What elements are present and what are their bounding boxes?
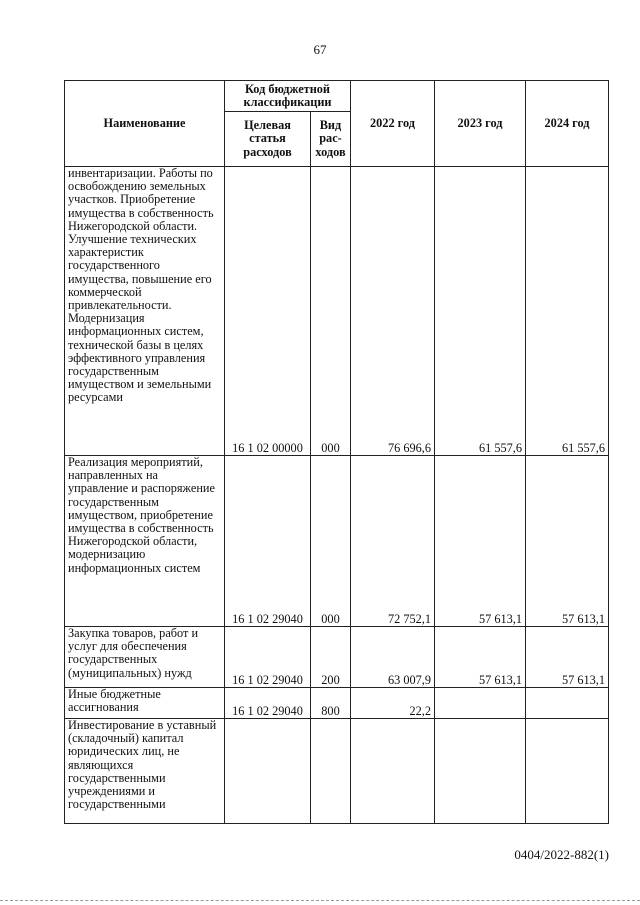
- table-row: [65, 627, 609, 688]
- header-name: Наименование: [65, 81, 225, 167]
- header-row: [65, 81, 609, 112]
- header-2024: 2024 год: [526, 81, 609, 167]
- row-name: Закупка товаров, работ и услуг для обеспечения государственных (муниципальных) нужд: [65, 627, 225, 688]
- row-target: 16 1 02 29040: [225, 627, 311, 688]
- document-code: 0404/2022-882(1): [514, 847, 609, 862]
- row-target: 16 1 02 29040: [225, 456, 311, 627]
- row-2024: [526, 719, 609, 824]
- row-2024: [526, 688, 609, 719]
- row-2023: 57 613,1: [435, 627, 526, 688]
- row-target: 16 1 02 29040: [225, 688, 311, 719]
- row-2022: 72 752,1: [351, 456, 435, 627]
- row-kind: [311, 719, 351, 824]
- table-row: [65, 688, 609, 719]
- table-row: [65, 167, 609, 456]
- budget-table: [64, 80, 609, 824]
- row-kind: 200: [311, 627, 351, 688]
- row-name: Иные бюджетные ассигнования: [65, 688, 225, 719]
- table-row: [65, 456, 609, 627]
- header-kind: Вид рас-ходов: [311, 112, 351, 167]
- row-kind: 000: [311, 167, 351, 456]
- header-target: Целевая статья расходов: [225, 112, 311, 167]
- row-kind: 800: [311, 688, 351, 719]
- scan-edge-divider: [0, 900, 640, 902]
- row-2023: [435, 719, 526, 824]
- row-2023: 57 613,1: [435, 456, 526, 627]
- row-target: [225, 719, 311, 824]
- row-name: Реализация мероприятий, направленных на управление и распоряжение государственным имуществом, приобретение имущества в собственность Нижегородской области, модернизацию информационных систем: [65, 456, 225, 627]
- header-2022: 2022 год: [351, 81, 435, 167]
- row-2024: 57 613,1: [526, 627, 609, 688]
- header-2023: 2023 год: [435, 81, 526, 167]
- row-2022: [351, 719, 435, 824]
- table-row: [65, 719, 609, 824]
- row-kind: 000: [311, 456, 351, 627]
- row-name: Инвестирование в уставный (складочный) капитал юридических лиц, не являющихся государственными учреждениями и государственными: [65, 719, 225, 824]
- row-target: 16 1 02 00000: [225, 167, 311, 456]
- row-2023: 61 557,6: [435, 167, 526, 456]
- row-2023: [435, 688, 526, 719]
- row-2024: 61 557,6: [526, 167, 609, 456]
- row-2022: 63 007,9: [351, 627, 435, 688]
- page-number: 67: [313, 42, 327, 57]
- row-2022: 76 696,6: [351, 167, 435, 456]
- row-2022: 22,2: [351, 688, 435, 719]
- header-code-group: Код бюджетной классификации: [225, 81, 351, 112]
- row-2024: 57 613,1: [526, 456, 609, 627]
- row-name: инвентаризации. Работы по освобождению земельных участков. Приобретение имущества в собственность Нижегородской области. Улучшение технических характеристик государственного имущества, повышение его коммерческой привлекательности. Модернизация информационных систем, технической базы в целях эффективного управления государственным имуществом и земельными ресурсами: [65, 167, 225, 456]
